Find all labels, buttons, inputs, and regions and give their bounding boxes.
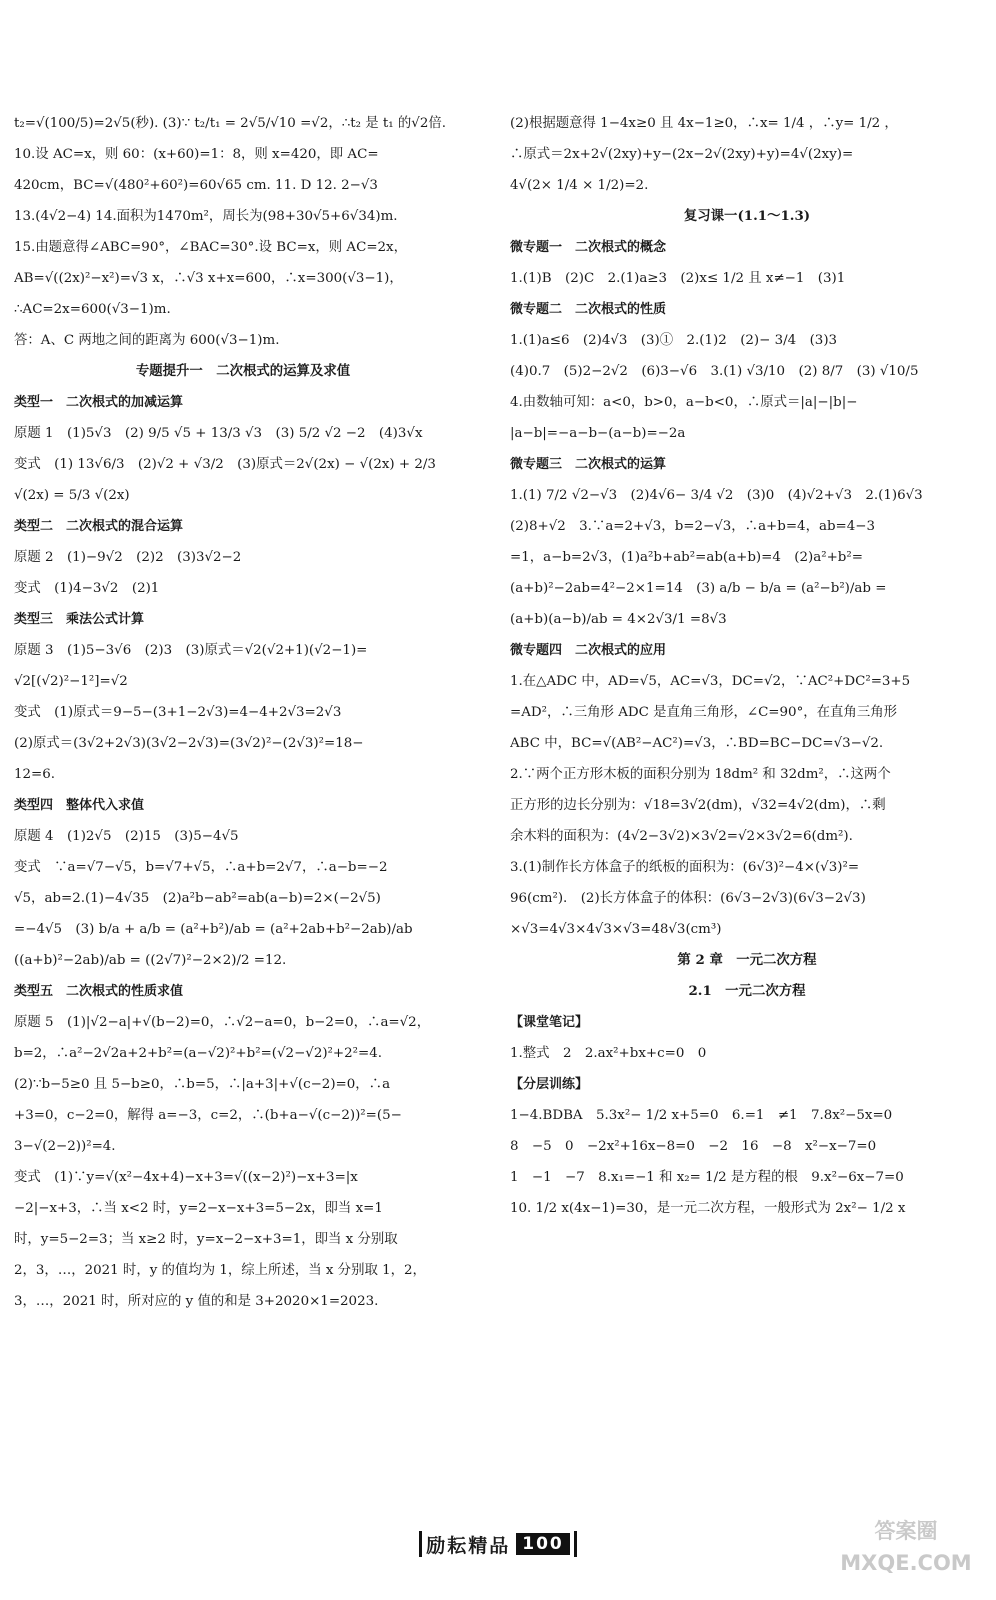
text-line: −2|−x+3，∴当 x<2 时，y=2−x−x+3=5−2x，即当 x=1 — [14, 1201, 383, 1216]
text-line: 96(cm²). (2)长方体盒子的体积：(6√3−2√3)(6√3−2√3) — [510, 891, 866, 906]
text-line: 原题 4 (1)2√5 (2)15 (3)5−4√5 — [14, 829, 239, 844]
text-line: 12=6. — [14, 767, 56, 782]
section-heading: 微专题四 二次根式的应用 — [510, 643, 667, 658]
text-line: 4√(2× 1/4 × 1/2)=2. — [510, 178, 649, 193]
text-line: 1.(1)a≤6 (2)4√3 (3)① 2.(1)2 (2)− 3/4 (3)3 — [510, 333, 838, 348]
text-line: √(2x) = 5/3 √(2x) — [14, 488, 130, 503]
watermark-line2: MXQE.COM — [840, 1551, 972, 1575]
text-line: 10.设 AC=x，则 60：(x+60)=1：8，则 x=420，即 AC= — [14, 147, 379, 162]
right-column — [510, 108, 984, 1224]
text-line: ×√3=4√3×4√3×√3=48√3(cm³) — [510, 922, 722, 937]
left-column — [14, 108, 472, 1317]
text-line: 4.由数轴可知：a<0，b>0，a−b<0，∴原式＝|a|−|b|− — [510, 395, 858, 410]
text-line: AB=√((2x)²−x²)=√3 x，∴√3 x+x=600，∴x=300(√3−1)， — [14, 271, 403, 286]
text-line: 原题 5 (1)|√2−a|+√(b−2)=0，∴√2−a=0，b−2=0，∴a=√2， — [14, 1015, 431, 1030]
text-line: =1，a−b=2√3，(1)a²b+ab²=ab(a+b)=4 (2)a²+b²= — [510, 550, 863, 565]
section-heading: 微专题三 二次根式的运算 — [510, 457, 667, 472]
text-line: (a+b)²−2ab=4²−2×1=14 (3) a/b − b/a = (a²−b²)/ab = — [510, 581, 887, 596]
text-line: 3.(1)制作长方体盒子的纸板的面积为：(6√3)²−4×(√3)²= — [510, 860, 860, 875]
footer-brand — [412, 1526, 584, 1562]
text-line: (2)根据题意得 1−4x≥0 且 4x−1≥0，∴x= 1/4 ，∴y= 1/2 ， — [510, 116, 898, 131]
text-line: 15.由题意得∠ABC=90°，∠BAC=30°.设 BC=x，则 AC=2x， — [14, 240, 408, 255]
section-heading: 类型一 二次根式的加减运算 — [14, 395, 184, 410]
text-line: ((a+b)²−2ab)/ab = ((2√7)²−2×2)/2 =12. — [14, 953, 287, 968]
text-line: 变式 (1) 13√6/3 (2)√2 + √3/2 (3)原式＝2√(2x) − √(2x) + 2/3 — [14, 457, 436, 472]
section-heading: 复习课一(1.1～1.3) — [683, 208, 811, 224]
text-line: (2)8+√2 3.∵a=2+√3，b=2−√3，∴a+b=4，ab=4−3 — [510, 519, 876, 534]
footer-bar-right — [574, 1531, 577, 1557]
text-line: b=2，∴a²−2√2a+2+b²=(a−√2)²+b²=(√2−√2)²+2²=4. — [14, 1046, 383, 1061]
section-heading: 【课堂笔记】 — [510, 1015, 589, 1030]
text-line: √2[(√2)²−1²]=√2 — [14, 674, 128, 689]
text-line: (a+b)(a−b)/ab = 4×2√3/1 =8√3 — [510, 612, 727, 627]
text-line: 变式 (1)∵y=√(x²−4x+4)−x+3=√((x−2)²)−x+3=|x — [14, 1170, 358, 1185]
text-line: ∴AC=2x=600(√3−1)m. — [14, 302, 171, 317]
text-line: 3−√(2−2))²=4. — [14, 1139, 116, 1154]
section-heading: 2.1 一元二次方程 — [688, 983, 806, 999]
text-line: ∴原式＝2x+2√(2xy)+y−(2x−2√(2xy)+y)=4√(2xy)= — [510, 147, 854, 162]
section-heading: 专题提升一 二次根式的运算及求值 — [135, 363, 351, 379]
text-line: 答：A、C 两地之间的距离为 600(√3−1)m. — [14, 333, 280, 348]
text-line: 10. 1/2 x(4x−1)=30，是一元二次方程，一般形式为 2x²− 1/2 x — [510, 1201, 906, 1216]
text-line: 1.(1)B (2)C 2.(1)a≥3 (2)x≤ 1/2 且 x≠−1 (3)1 — [510, 271, 846, 286]
section-heading: 微专题二 二次根式的性质 — [510, 302, 667, 317]
watermark-line1: 答案圈 — [874, 1519, 938, 1543]
text-line: 原题 1 (1)5√3 (2) 9/5 √5 + 13/3 √3 (3) 5/2 √2 −2 (4)3√x — [14, 426, 423, 441]
watermark — [826, 1515, 986, 1585]
text-line: 1.(1) 7/2 √2−√3 (2)4√6− 3/4 √2 (3)0 (4)√2+√3 2.(1)6√3 — [510, 488, 923, 503]
text-line: 1−4.BDBA 5.3x²− 1/2 x+5=0 6.=1 ≠1 7.8x²−5x=0 — [510, 1108, 893, 1123]
section-heading: 类型三 乘法公式计算 — [14, 612, 145, 627]
text-line: t₂=√(100/5)=2√5(秒). (3)∵ t₂/t₁ = 2√5/√10 =√2，∴t₂ 是 t₁ 的√2倍. — [14, 116, 447, 131]
text-line: |a−b|=−a−b−(a−b)=−2a — [510, 426, 686, 441]
section-heading: 微专题一 二次根式的概念 — [510, 240, 667, 255]
text-line: 1 −1 −7 8.x₁=−1 和 x₂= 1/2 是方程的根 9.x²−6x−7=0 — [510, 1170, 904, 1185]
text-line: 变式 (1)原式＝9−5−(3+1−2√3)=4−4+2√3=2√3 — [14, 705, 342, 720]
text-line: 原题 3 (1)5−3√6 (2)3 (3)原式＝√2(√2+1)(√2−1)= — [14, 643, 368, 658]
text-line: 8 −5 0 −2x²+16x−8=0 −2 16 −8 x²−x−7=0 — [510, 1139, 877, 1154]
text-line: 变式 ∵a=√7−√5，b=√7+√5，∴a+b=2√7，∴a−b=−2 — [14, 860, 388, 875]
section-heading: 类型五 二次根式的性质求值 — [14, 984, 184, 999]
text-line: 2.∵两个正方形木板的面积分别为 18dm² 和 32dm²，∴这两个 — [510, 767, 891, 782]
section-heading: 【分层训练】 — [510, 1077, 589, 1092]
brand-name: 励耘精品 — [426, 1534, 511, 1557]
text-line: 3，…，2021 时，所对应的 y 值的和是 3+2020×1=2023. — [14, 1294, 379, 1309]
text-line: √5，ab=2.(1)−4√35 (2)a²b−ab²=ab(a−b)=2×(−2√5) — [14, 891, 381, 906]
text-line: 13.(4√2−4) 14.面积为1470m²，周长为(98+30√5+6√34)m. — [14, 209, 398, 224]
text-line: =AD²，∴三角形 ADC 是直角三角形，∠C=90°，在直角三角形 — [510, 705, 897, 720]
text-line: 420cm，BC=√(480²+60²)=60√65 cm. 11. D 12. 2−√3 — [14, 178, 378, 193]
text-line: 1.整式 2 2.ax²+bx+c=0 0 — [510, 1046, 707, 1061]
text-line: 余木料的面积为：(4√2−3√2)×3√2=√2×3√2=6(dm²). — [510, 829, 853, 844]
footer-bar-left — [419, 1531, 422, 1557]
section-heading: 第 2 章 一元二次方程 — [677, 952, 817, 968]
page-number: 100 — [516, 1533, 570, 1555]
text-line: 正方形的边长分别为：√18=3√2(dm)，√32=4√2(dm)，∴剩 — [510, 798, 886, 813]
text-line: (2)原式＝(3√2+2√3)(3√2−2√3)=(3√2)²−(2√3)²=18− — [14, 736, 364, 751]
text-line: 原题 2 (1)−9√2 (2)2 (3)3√2−2 — [14, 550, 242, 565]
text-line: ABC 中，BC=√(AB²−AC²)=√3，∴BD=BC−DC=√3−√2. — [510, 736, 884, 751]
text-line: =−4√5 (3) b/a + a/b = (a²+b²)/ab = (a²+2ab+b²−2ab)/ab — [14, 922, 413, 937]
text-line: 变式 (1)4−3√2 (2)1 — [14, 581, 160, 596]
text-line: 1.在△ADC 中，AD=√5，AC=√3，DC=√2，∵AC²+DC²=3+5 — [510, 674, 911, 689]
section-heading: 类型二 二次根式的混合运算 — [14, 519, 184, 534]
text-line: 时，y=5−2=3；当 x≥2 时，y=x−2−x+3=1，即当 x 分别取 — [14, 1232, 398, 1247]
text-line: (4)0.7 (5)2−2√2 (6)3−√6 3.(1) √3/10 (2) 8/7 (3) √10/5 — [510, 364, 919, 379]
section-heading: 类型四 整体代入求值 — [14, 798, 145, 813]
text-line: +3=0，c−2=0，解得 a=−3，c=2，∴(b+a−√(c−2))²=(5− — [14, 1108, 402, 1123]
text-line: (2)∵b−5≥0 且 5−b≥0，∴b=5，∴|a+3|+√(c−2)=0，∴a — [14, 1077, 391, 1092]
text-line: 2，3，…，2021 时，y 的值均为 1，综上所述，当 x 分别取 1，2， — [14, 1263, 426, 1278]
